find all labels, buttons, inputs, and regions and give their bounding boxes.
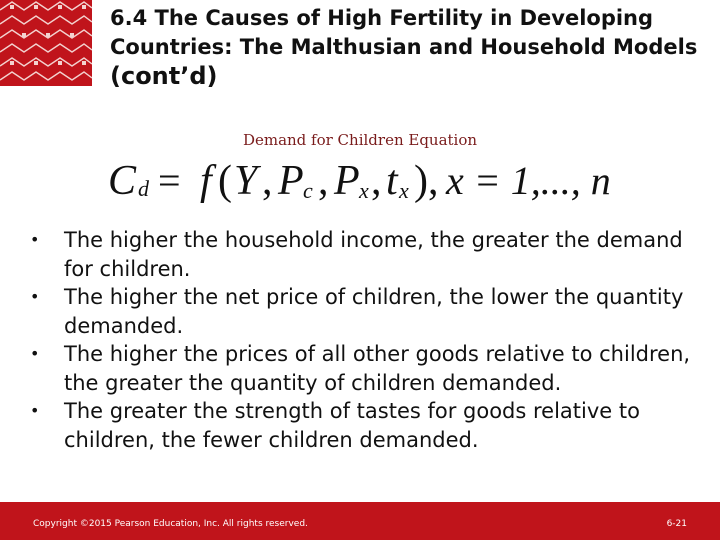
svg-text:),: ), [414,158,439,204]
bullet-item [30,283,710,340]
eq-tail: x = 1,..., n [446,158,611,203]
svg-text:,: , [371,158,382,204]
eq-arg-t-sub: x [399,178,409,203]
bullet-text: The higher the prices of all other goods relative to children, the greater the quantity of children demanded. [64,342,691,395]
copyright-text: Copyright ©2015 Pearson Education, Inc. All rights reserved. [33,519,308,529]
page-number: 6-21 [666,519,687,529]
bullet-text: The greater the strength of tastes for goods relative to children, the fewer children demanded. [64,399,640,452]
bullet-text: The higher the household income, the greater the demand for children. [64,228,683,281]
bullet-list [30,226,710,454]
svg-text:,: , [318,158,329,204]
eq-arg-px: P [334,158,360,204]
slide-title-suffix: (cont’d) [110,62,218,90]
footer-bar [0,502,720,540]
svg-text:=: = [158,158,181,203]
bullet-text: The higher the net price of children, the lower the quantity demanded. [64,285,684,338]
slide-title-text: 6.4 The Causes of High Fertility in Developing Countries: The Malthusian and Household Models [110,6,698,59]
bullet-item [30,397,710,454]
eq-arg-px-sub: x [359,178,369,203]
bullet-item [30,340,710,397]
eq-func: f [200,158,212,204]
bullet-marker: • [30,344,40,363]
svg-text:(: ( [218,158,232,204]
bullet-marker: • [30,287,40,306]
pearson-pattern-logo [0,0,92,86]
demand-equation [100,150,640,216]
bullet-marker: • [30,401,40,420]
equation-caption: Demand for Children Equation [242,131,478,149]
bullet-marker: • [30,230,40,249]
eq-arg-pc: P [278,158,304,204]
svg-text:,: , [262,158,273,204]
eq-arg-t: t [386,158,398,204]
decorative-pattern-icon [0,0,92,86]
eq-lhs: C [108,158,137,204]
bullet-item [30,226,710,283]
eq-arg-pc-sub: c [303,178,313,203]
slide-title [110,4,710,92]
eq-arg-y: Y [234,158,258,204]
eq-lhs-sub: d [138,176,149,201]
